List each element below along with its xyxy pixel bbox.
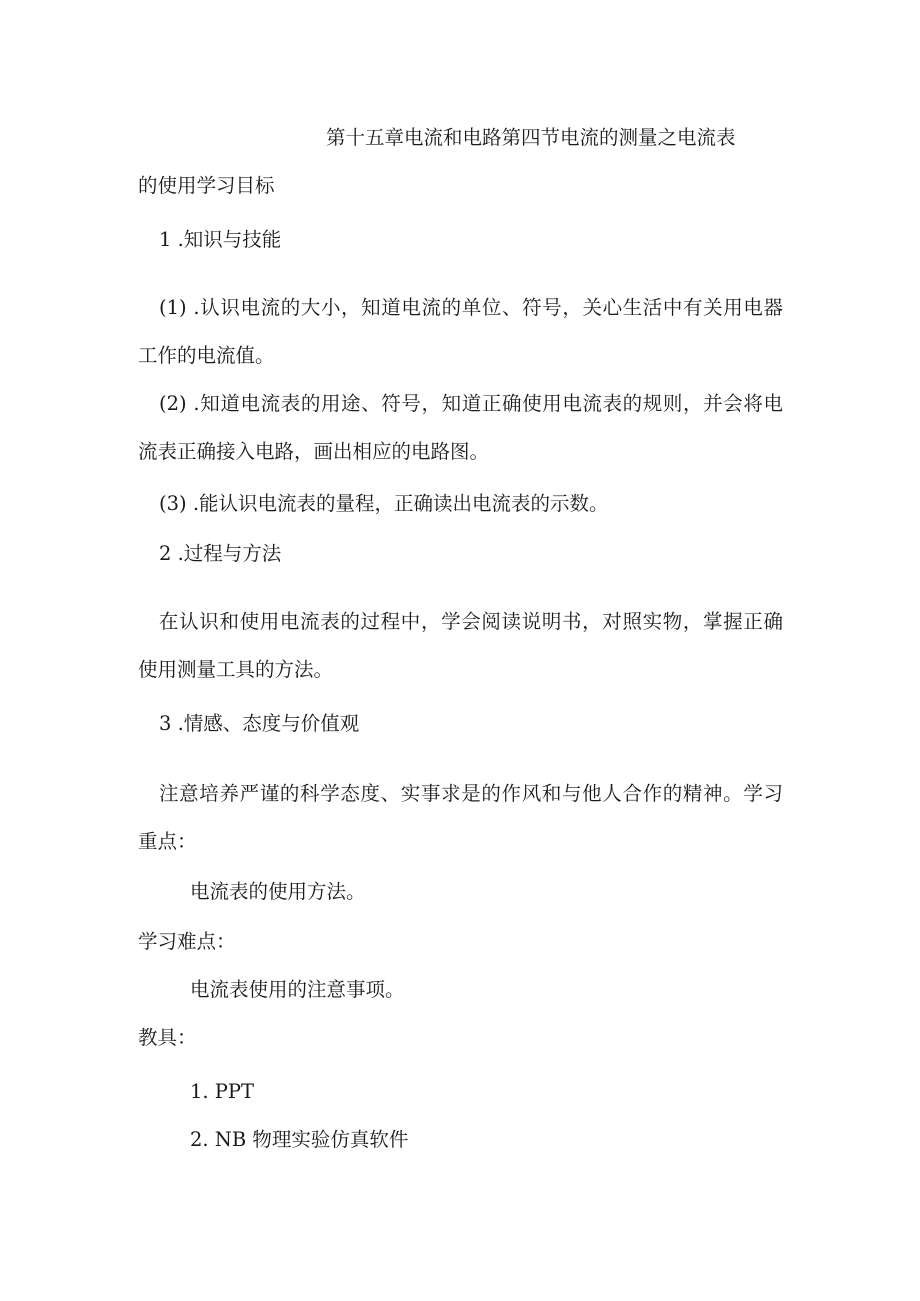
section-3-heading: 3 .情感、态度与价值观 bbox=[159, 712, 360, 735]
key-point-text: 电流表的使用方法。 bbox=[190, 880, 366, 903]
section-3-body-line-2: 重点： bbox=[138, 830, 197, 853]
section-1-heading: 1 .知识与技能 bbox=[159, 228, 282, 251]
title-line-1: 第十五章电流和电路第四节电流的测量之电流表 bbox=[326, 126, 736, 149]
difficulty-heading: 学习难点： bbox=[138, 930, 236, 953]
section-2-body-line-1: 在认识和使用电流表的过程中，学会阅读说明书，对照实物，掌握正确 bbox=[159, 610, 783, 633]
goal-1-1-line-2: 工作的电流值。 bbox=[138, 344, 275, 367]
tools-item-2: 2. NB 物理实验仿真软件 bbox=[190, 1128, 409, 1151]
goal-1-2-line-2: 流表正确接入电路，画出相应的电路图。 bbox=[138, 440, 490, 463]
title-line-2: 的使用学习目标 bbox=[138, 174, 275, 197]
difficulty-text: 电流表使用的注意事项。 bbox=[190, 978, 405, 1001]
tools-heading: 教具： bbox=[138, 1026, 197, 1049]
section-2-body-line-2: 使用测量工具的方法。 bbox=[138, 658, 334, 681]
tools-item-1: 1. PPT bbox=[190, 1080, 255, 1103]
section-3-body-line-1: 注意培养严谨的科学态度、实事求是的作风和与他人合作的精神。学习 bbox=[159, 782, 783, 805]
goal-1-2-line-1: (2) .知道电流表的用途、符号，知道正确使用电流表的规则，并会将电 bbox=[159, 392, 783, 415]
goal-1-3-line-1: (3) .能认识电流表的量程，正确读出电流表的示数。 bbox=[159, 492, 609, 515]
section-2-heading: 2 .过程与方法 bbox=[159, 542, 282, 565]
goal-1-1-line-1: (1) .认识电流的大小，知道电流的单位、符号，关心生活中有关用电器 bbox=[159, 296, 783, 319]
